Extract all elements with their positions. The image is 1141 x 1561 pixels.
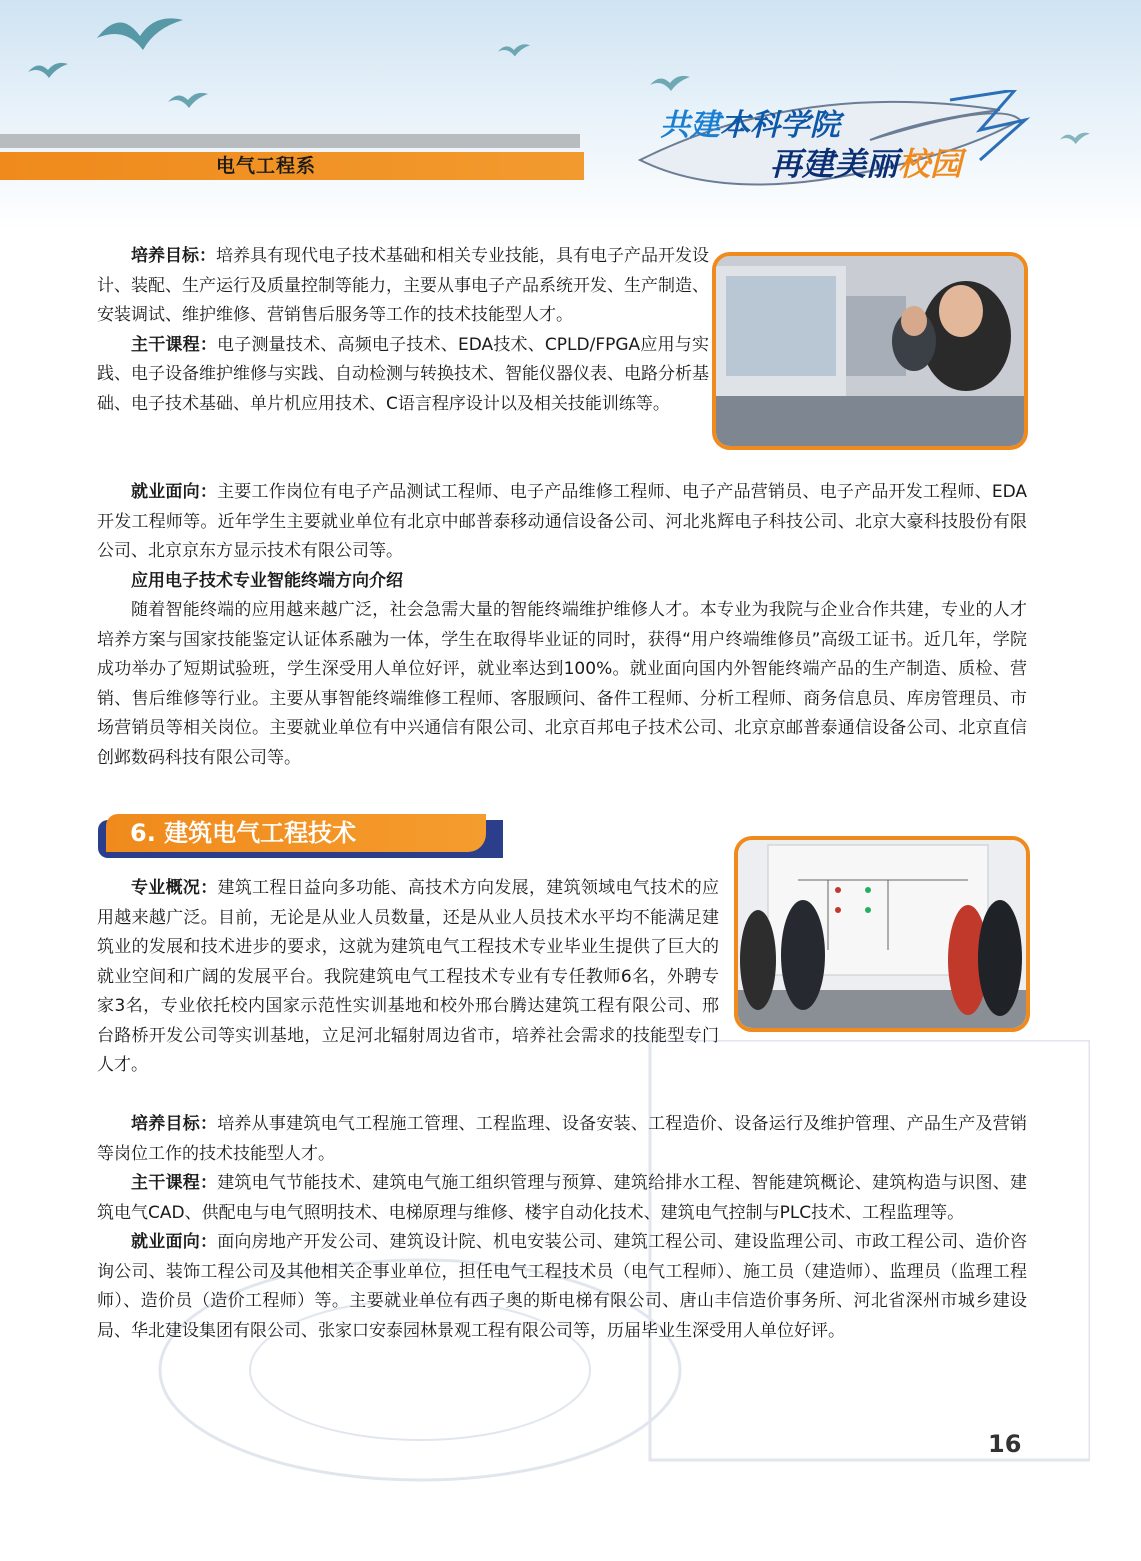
jobs-paragraph: 就业面向：主要工作岗位有电子产品测试工程师、电子产品维修工程师、电子产品营销员、电子产品开发工程师、EDA开发工程师等。近年学生主要就业单位有北京中邮普泰移动通信设备公司、河北兆辉电子科技公司、北京大豪科技股份有限公司、北京京东方显示技术有限公司等。: [97, 482, 1027, 561]
header-gray-bar: [0, 134, 580, 148]
overview-paragraph: 专业概况：建筑工程日益向多功能、高技术方向发展，建筑领域电气技术的应用越来越广泛。目前，无论是从业人员数量，还是从业人员技术水平均不能满足建筑业的发展和技术进步的要求，这就为建筑电气工程技术专业毕业生提供了巨大的就业空间和广阔的发展平台。我院建筑电气工程技术专业有专任教师6名，外聘专家3名，专业依托校内国家示范性实训基地和校外邢台腾达建筑工程有限公司、邢台路桥开发公司等实训基地，立足河北辐射周边省市，培养社会需求的技能型专门人才。: [97, 878, 719, 1075]
seagull-icon: [498, 40, 530, 60]
section-6-header: [98, 814, 503, 858]
lab-photo-building-electrical: [734, 836, 1030, 1032]
smart-terminal-subhead: 应用电子技术专业智能终端方向介绍: [131, 570, 403, 591]
s6-jobs-paragraph: 就业面向：面向房地产开发公司、建筑设计院、机电安装公司、建筑工程公司、建设监理公司、市政工程公司、造价咨询公司、装饰工程公司及其他相关企事业单位，担任电气工程技术员（电气工程师）、施工员（建造师）、监理员（监理工程师）、造价员（造价工程师）等。主要就业单位有西子奥的斯电梯有限公司、唐山丰信造价事务所、河北省深州市城乡建设局、华北建设集团有限公司、张家口安泰园林景观工程有限公司等，历届毕业生深受用人单位好评。: [97, 1232, 1028, 1341]
seagull-icon: [95, 8, 185, 68]
seagull-icon: [28, 58, 68, 82]
seagull-icon: [1060, 128, 1090, 148]
section-6-title: 6. 建筑电气工程技术: [130, 819, 357, 847]
logo-line-2: 再建美丽校园: [770, 145, 963, 183]
seagull-icon: [168, 88, 208, 112]
section5-body: [97, 478, 1027, 773]
s6-training-paragraph: 培养目标：培养从事建筑电气工程施工管理、工程监理、设备安装、工程造价、设备运行及维护管理、产品生产及营销等岗位工作的技术技能型人才。: [97, 1114, 1028, 1164]
logo-line-1: 共建本科学院: [660, 108, 840, 143]
lab-photo-electronics: [712, 252, 1028, 450]
campus-logo: [620, 90, 1040, 200]
section6-body: [97, 1110, 1027, 1346]
courses-paragraph: 主干课程：电子测量技术、高频电子技术、EDA技术、CPLD/FPGA应用与实践、电子设备维护维修与实践、自动检测与转换技术、智能仪器仪表、电路分析基础、电子技术基础、单片机应用技术、C语言程序设计以及相关技能训练等。: [97, 334, 710, 414]
smart-terminal-paragraph: 随着智能终端的应用越来越广泛，社会急需大量的智能终端维护维修人才。本专业为我院与企业合作共建，专业的人才培养方案与国家技能鉴定认证体系融为一体，学生在取得毕业证的同时，获得“用户终端维修员”高级工证书。近几年，学院成功举办了短期试验班，学生深受用人单位好评，就业率达到100%。就业面向国内外智能终端产品的生产制造、质检、营销、售后维修等行业。主要从事智能终端维修工程师、客服顾问、备件工程师、分析工程师、商务信息员、库房管理员、市场营销员等相关岗位。主要就业单位有中兴通信有限公司、北京百邦电子技术公司、北京京邮普泰通信设备公司、北京直信创邺数码科技有限公司等。: [97, 600, 1027, 768]
section5-intro: [97, 242, 709, 419]
department-title: 电气工程系: [216, 155, 317, 177]
section-tab-face: [106, 814, 486, 852]
page-number: 16: [988, 1430, 1022, 1458]
s6-courses-paragraph: 主干课程：建筑电气节能技术、建筑电气施工组织管理与预算、建筑给排水工程、智能建筑概论、建筑构造与识图、建筑电气CAD、供配电与电气照明技术、电梯原理与维修、楼宇自动化技术、建筑电气控制与PLC技术、工程监理等。: [97, 1173, 1028, 1223]
training-paragraph: 培养目标：培养具有现代电子技术基础和相关专业技能，具有电子产品开发设计、装配、生产运行及质量控制等能力，主要从事电子产品系统开发、生产制造、安装调试、维护维修、营销售后服务等工作的技术技能型人才。: [97, 246, 709, 325]
